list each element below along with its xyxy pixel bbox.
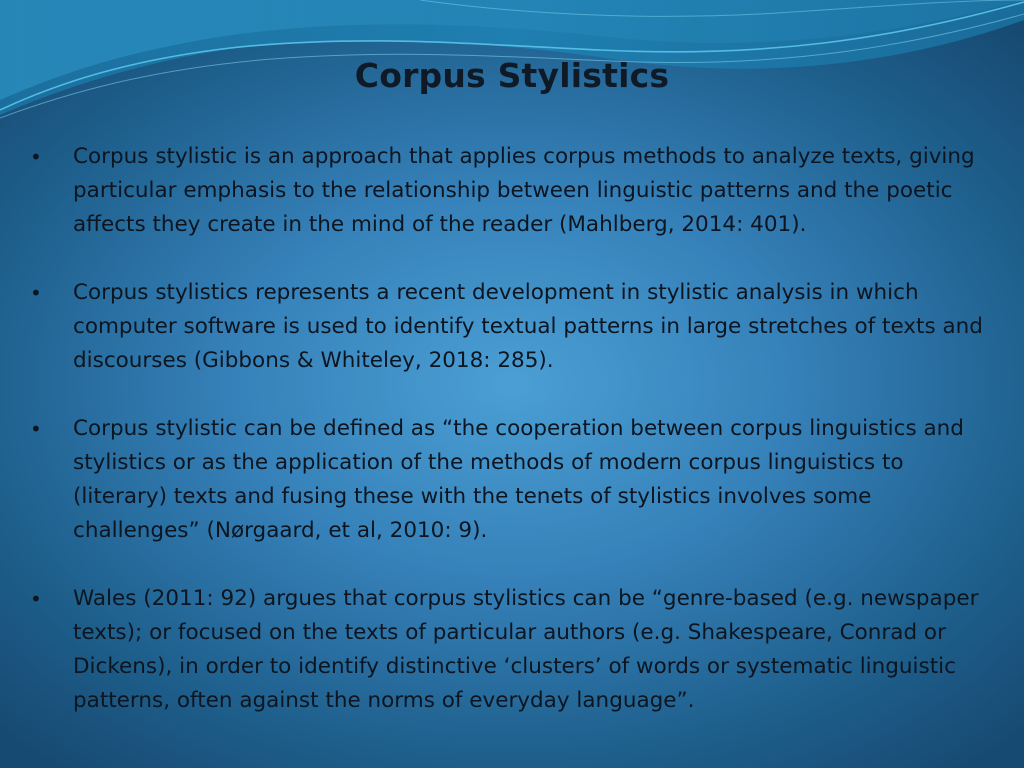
bullet-text: Corpus stylistic is an approach that applies corpus methods to analyze texts, giving particular emphasis to the relationship between linguistic patterns and the poetic affects they create in the mind of the reader (Mahlberg, 2014: 401). [73, 144, 975, 237]
bullet-item [30, 140, 1000, 242]
bullet-dot-icon: • [30, 417, 42, 441]
bullet-dot-icon: • [30, 145, 42, 169]
slide-title: Corpus Stylistics [354, 56, 670, 95]
bullet-dot-icon: • [30, 587, 42, 611]
bullet-dot-icon: • [30, 281, 42, 305]
bullet-item [30, 412, 1000, 548]
bullet-text: Wales (2011: 92) argues that corpus stylistics can be “genre-based (e.g. newspaper texts); or focused on the texts of particular authors (e.g. Shakespeare, Conrad or Dickens), in order to identify distinctive ‘clusters’ of words or systematic linguistic patterns, often against the norms of everyday language”. [73, 586, 979, 713]
bullet-item [30, 276, 1000, 378]
bullet-text: Corpus stylistic can be defined as “the cooperation between corpus linguistics and stylistics or as the application of the methods of modern corpus linguistics to (literary) texts and fusing these with the tenets of stylistics involves some challenges” (Nørgaard, et al, 2010: 9). [73, 416, 964, 543]
bullet-text: Corpus stylistics represents a recent development in stylistic analysis in which computer software is used to identify textual patterns in large stretches of texts and discourses (Gibbons & Whiteley, 2018: 285). [73, 280, 983, 373]
bullet-item [30, 582, 1000, 718]
bullet-list [30, 140, 1000, 752]
